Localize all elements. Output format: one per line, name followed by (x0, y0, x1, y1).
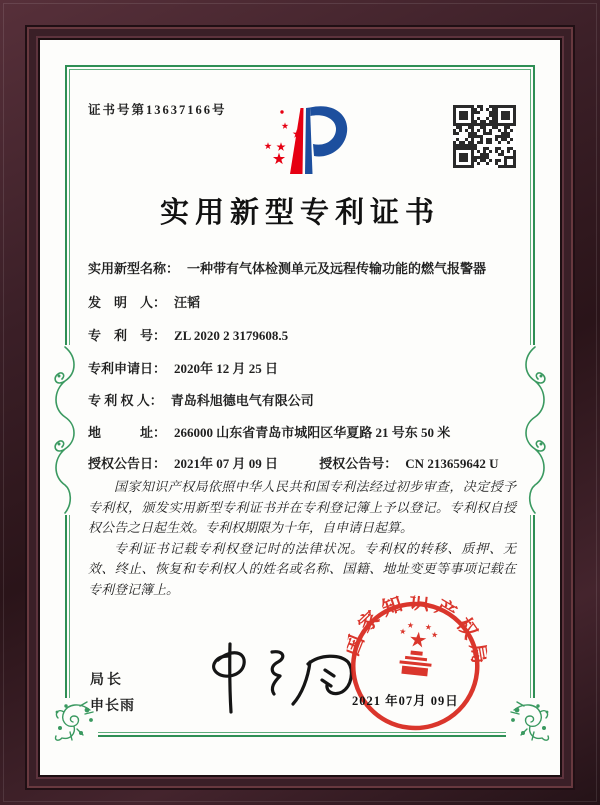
field-value-grant-number: CN 213659642 U (405, 456, 499, 471)
floral-ornament-bottom-right (506, 698, 554, 746)
field-label: 专利申请日： (88, 361, 167, 376)
field-utility-model-name (88, 258, 486, 277)
field-value-grant-date: 2021年 07 月 09 日 (174, 456, 279, 471)
official-seal (338, 589, 492, 748)
field-patent-number (88, 325, 288, 344)
seal-date: 2021 年07月 09日 (352, 694, 459, 708)
seal-org-text: 国家知识产权局 (340, 590, 492, 671)
certificate-paper (40, 40, 560, 775)
field-label: 发 明 人： (88, 295, 167, 310)
certificate-title: 实用新型专利证书 (159, 197, 440, 229)
field-value: ZL 2020 2 3179608.5 (174, 328, 289, 343)
field-patentee (88, 390, 314, 409)
national-emblem-icon (395, 621, 438, 677)
legal-text (88, 477, 516, 600)
scroll-ornament-left (52, 345, 78, 515)
field-value: 青岛科旭德电气有限公司 (170, 393, 314, 408)
certificate-number: 证书号第13637166号 (88, 103, 227, 117)
field-value: 266000 山东省青岛市城阳区华夏路 21 号东 50 米 (174, 425, 451, 440)
field-label: 地 址： (88, 425, 167, 440)
director-block (90, 668, 135, 720)
field-inventor (88, 292, 200, 311)
field-grant-row (88, 453, 498, 472)
field-address (88, 422, 450, 441)
field-value: 一种带有气体检测单元及远程传输功能的燃气报警器 (187, 261, 487, 276)
field-label-grant-date: 授权公告日： (88, 456, 167, 471)
field-value: 汪韬 (174, 295, 201, 310)
field-value: 2020年 12 月 25 日 (174, 361, 279, 376)
scroll-ornament-right (522, 345, 548, 515)
director-name: 申长雨 (90, 699, 135, 714)
field-filing-date (88, 358, 278, 377)
director-title: 局长 (90, 673, 124, 688)
legal-paragraph-1: 国家知识产权局依照中华人民共和国专利法经过初步审查，决定授予专利权，颁发实用新型专利证书并在专利登记簿上予以登记。专利权自授权公告之日起生效。专利权期限为十年，自申请日起算。 (88, 479, 516, 535)
field-label: 专 利 权 人： (88, 393, 163, 408)
qr-code (453, 105, 516, 168)
cnipa-patent-logo-icon (252, 96, 356, 183)
field-label: 专 利 号： (88, 328, 167, 343)
field-label: 实用新型名称： (88, 261, 180, 276)
field-label-grant-number: 授权公告号： (319, 456, 398, 471)
legal-paragraph-2: 专利证书记载专利权登记时的法律状况。专利权的转移、质押、无效、终止、恢复和专利权人的姓名或名称、国籍、地址变更等事项记载在专利登记簿上。 (88, 540, 516, 597)
